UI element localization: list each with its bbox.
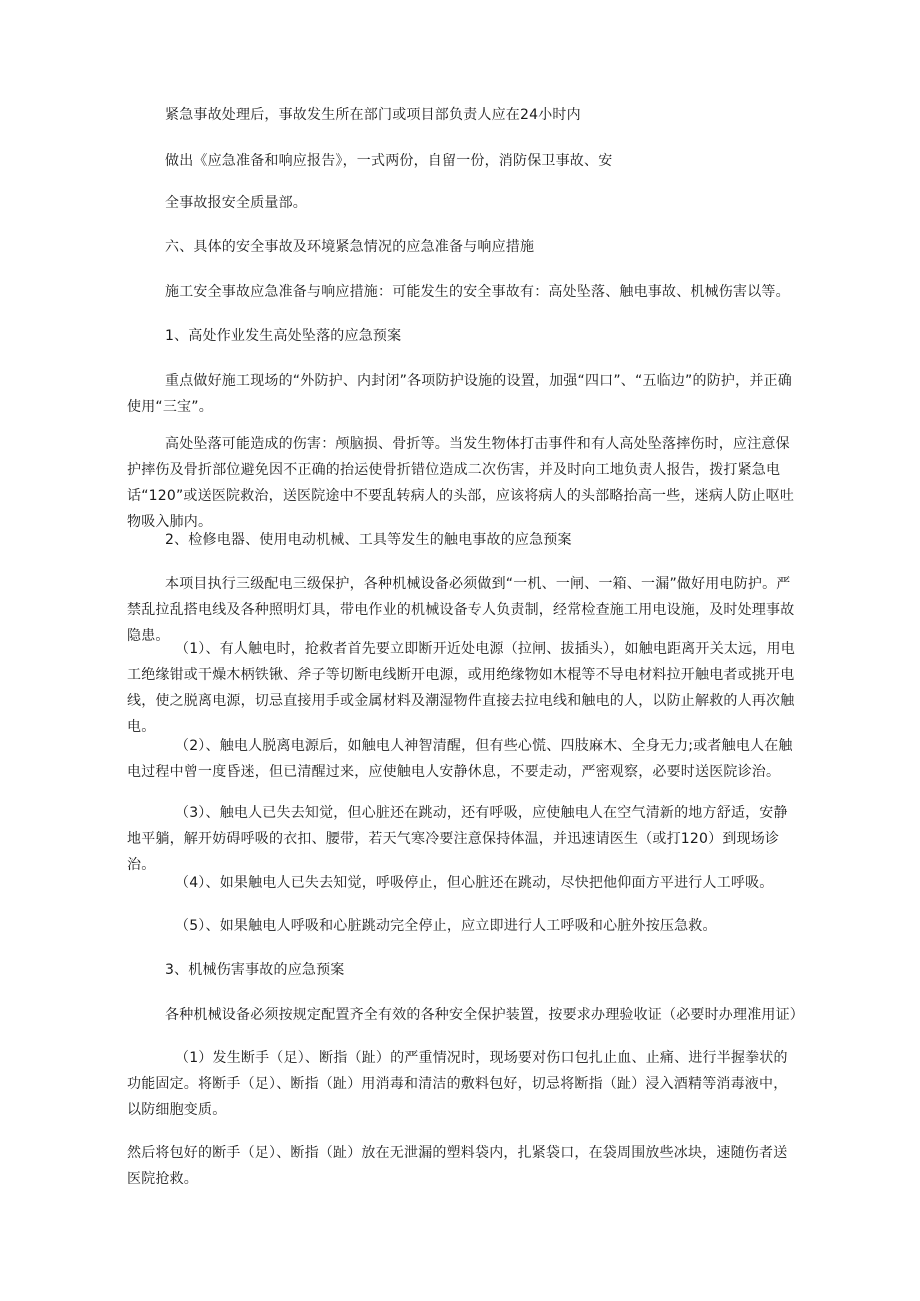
section-heading-six: 六、具体的安全事故及环境紧急情况的应急准备与响应措施	[165, 239, 535, 255]
paragraph-step-4: （4）、如果触电人已失去知觉，呼吸停止，但心脏还在跳动，尽快把他仰面方平进行人工呼吸。	[175, 875, 774, 891]
paragraph-report-destination: 全事故报安全质量部。	[165, 195, 307, 211]
paragraph-safety-devices: 各种机械设备必须按规定配置齐全有效的各种安全保护装置，按要求办理验收证（必要时办理准用证）	[165, 1007, 804, 1023]
paragraph-report-deadline: 紧急事故处理后，事故发生所在部门或项目部负责人应在24小时内	[165, 107, 581, 123]
subheading-fall-plan: 1、高处作业发生高处坠落的应急预案	[165, 328, 402, 344]
paragraph-protection-measures: 重点做好施工现场的“外防护、内封闭”各项防护设施的设置，加强“四口”、“五临边”的防护，并正确使用“三宝”。	[127, 373, 792, 415]
paragraph-fall-injuries: 高处坠落可能造成的伤害：颅脑损、骨折等。当发生物体打击事件和有人高处坠落摔伤时，应注意保护摔伤及骨折部位避免因不正确的抬运使骨折错位造成二次伤害，并及时向工地负责人报告，拨打紧急电话“120”或送医院救治，送医院途中不要乱转病人的头部，应该将病人的头部略抬高一些，迷病人防止呕吐物吸入肺内。	[127, 436, 795, 530]
subheading-machinery-plan: 3、机械伤害事故的应急预案	[165, 962, 345, 978]
paragraph-step-1: （1）、有人触电时，抢救者首先要立即断开近处电源（拉闸、拔插头），如触电距离开关太远，用电工绝缘钳或干燥木柄铁锹、斧子等切断电线断开电源，或用绝缘物如木棍等不导电材料拉开触电者或挑开电线，使之脱离电源，切忌直接用手或金属材料及潮湿物件直接去拉电线和触电的人，以防止解救的人再次触电。	[127, 641, 795, 735]
paragraph-power-protection: 本项目执行三级配电三级保护，各种机械设备必须做到“一机、一闸、一箱、一漏”做好用电防护。严禁乱拉乱搭电线及各种照明灯具，带电作业的机械设备专人负责制，经常检查施工用电设施，及时处理事故隐患。	[127, 576, 795, 644]
paragraph-report-copies: 做出《应急准备和响应报告》，一式两份，自留一份，消防保卫事故、安	[165, 153, 613, 169]
subheading-electric-plan: 2、检修电器、使用电动机械、工具等发生的触电事故的应急预案	[165, 532, 572, 548]
paragraph-possible-accidents: 施工安全事故应急准备与响应措施：可能发生的安全事故有：高处坠落、触电事故、机械伤害以等。	[165, 284, 790, 300]
paragraph-severed-limb: （1）发生断手（足）、断指（趾）的严重情况时，现场要对伤口包扎止血、止痛、进行半握拳状的功能固定。将断手（足）、断指（趾）用消毒和清洁的敷料包好，切忌将断指（趾）浸入酒精等消毒液中，以防细胞变质。	[127, 1050, 788, 1118]
paragraph-severed-limb-transport: 然后将包好的断手（足）、断指（趾）放在无泄漏的塑料袋内，扎紧袋口，在袋周围放些冰块，速随伤者送医院抢救。	[127, 1145, 788, 1187]
paragraph-step-3: （3）、触电人已失去知觉，但心脏还在跳动，还有呼吸，应使触电人在空气清新的地方舒适，安静地平躺，解开妨碍呼吸的衣扣、腰带，若天气寒冷要注意保持体温，并迅速请医生（或打120）到现场诊治。	[127, 805, 788, 873]
paragraph-step-5: （5）、如果触电人呼吸和心脏跳动完全停止，应立即进行人工呼吸和心脏外按压急救。	[175, 918, 717, 934]
paragraph-step-2: （2）、触电人脱离电源后，如触电人神智清醒，但有些心慌、四肢麻木、全身无力;或者触电人在触电过程中曾一度昏迷，但已清醒过来，应使触电人安静休息，不要走动，严密观察，必要时送医院诊治。	[127, 738, 793, 780]
